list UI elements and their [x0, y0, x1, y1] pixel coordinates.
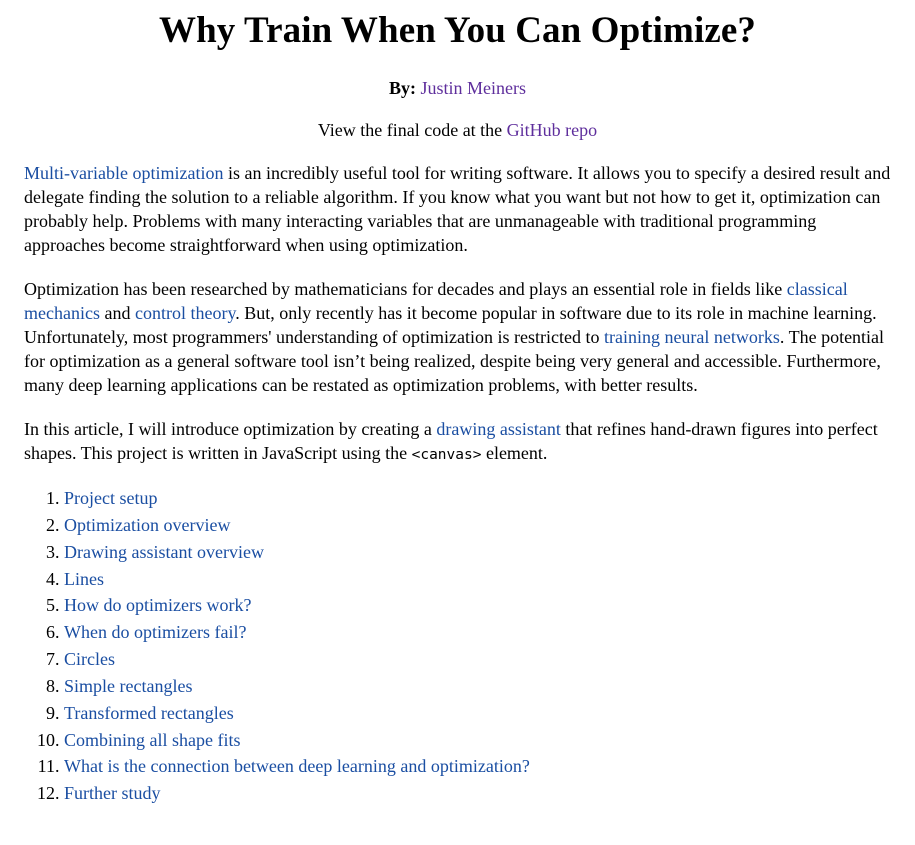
toc-item [64, 592, 891, 619]
toc-link-transformed-rectangles[interactable]: Transformed rectangles [64, 702, 234, 723]
drawing-assistant-link[interactable]: drawing assistant [436, 419, 561, 439]
toc-link-when-do-optimizers-fail[interactable]: When do optimizers fail? [64, 622, 247, 643]
project-text-3: element. [481, 443, 548, 463]
toc-item [64, 780, 891, 807]
project-paragraph [24, 417, 891, 467]
table-of-contents [24, 485, 891, 807]
toc-item [64, 646, 891, 673]
code-link-line [24, 119, 891, 141]
toc-link-how-do-optimizers-work[interactable]: How do optimizers work? [64, 595, 252, 616]
background-text-1: Optimization has been researched by mathematicians for decades and plays an essential role in fields like [24, 279, 787, 299]
toc-link-further-study[interactable]: Further study [64, 783, 161, 804]
github-repo-link[interactable]: GitHub repo [506, 120, 598, 140]
byline [24, 77, 891, 99]
toc-item [64, 485, 891, 512]
background-text-2: and [99, 303, 135, 323]
background-text-4: . The potential for optimization as a general software tool isn’t being realized, despite being very general and accessible. Furthermore, many deep learning applications can be restated as optimization problems, with better results. [24, 327, 885, 395]
toc-item [64, 700, 891, 727]
toc-link-simple-rectangles[interactable]: Simple rectangles [64, 675, 193, 696]
author-link[interactable]: Justin Meiners [420, 78, 526, 98]
toc-link-lines[interactable]: Lines [64, 568, 104, 589]
toc-link-circles[interactable]: Circles [64, 649, 115, 670]
multi-variable-optimization-link[interactable]: Multi-variable optimization [24, 163, 224, 183]
page-title: Why Train When You Can Optimize? [158, 10, 756, 51]
code-link-prefix: View the final code at the [317, 120, 507, 140]
toc-link-combining-all-shape-fits[interactable]: Combining all shape fits [64, 729, 241, 750]
training-neural-networks-link[interactable]: training neural networks [603, 327, 780, 347]
project-text-1: In this article, I will introduce optimization by creating a [24, 419, 437, 439]
background-paragraph [24, 277, 891, 397]
toc-link-deep-learning-connection[interactable]: What is the connection between deep learning and optimization? [64, 756, 530, 777]
toc-link-project-setup[interactable]: Project setup [64, 488, 158, 508]
background-text-3: . But, only recently has it become popular in software due to its role in machine learning. Unfortunately, most programmers' understanding of optimization is restricted to [24, 303, 877, 347]
toc-item [64, 619, 891, 646]
toc-item [64, 673, 891, 700]
toc-link-drawing-assistant-overview[interactable]: Drawing assistant overview [64, 541, 264, 562]
toc-item [64, 512, 891, 539]
toc-link-optimization-overview[interactable]: Optimization overview [64, 514, 231, 535]
intro-paragraph [24, 161, 891, 257]
byline-label: By: [389, 78, 416, 98]
canvas-code: <canvas> [411, 447, 482, 463]
toc-item [64, 753, 891, 780]
classical-mechanics-link[interactable]: classical mechanics [24, 279, 848, 323]
toc-item [64, 727, 891, 754]
toc-item [64, 539, 891, 566]
intro-paragraph-text: is an incredibly useful tool for writing software. It allows you to specify a desired result and delegate finding the solution to a reliable algorithm. If you know what you want but not how to get it, optimization can probably help. Problems with many interacting variables that are unmanageable with traditional programming approaches become straightforward when using optimization. [24, 163, 891, 255]
toc-item [64, 566, 891, 593]
control-theory-link[interactable]: control theory [134, 303, 236, 323]
project-text-2: that refines hand-drawn figures into perfect shapes. This project is written in JavaScript using the [24, 419, 878, 463]
